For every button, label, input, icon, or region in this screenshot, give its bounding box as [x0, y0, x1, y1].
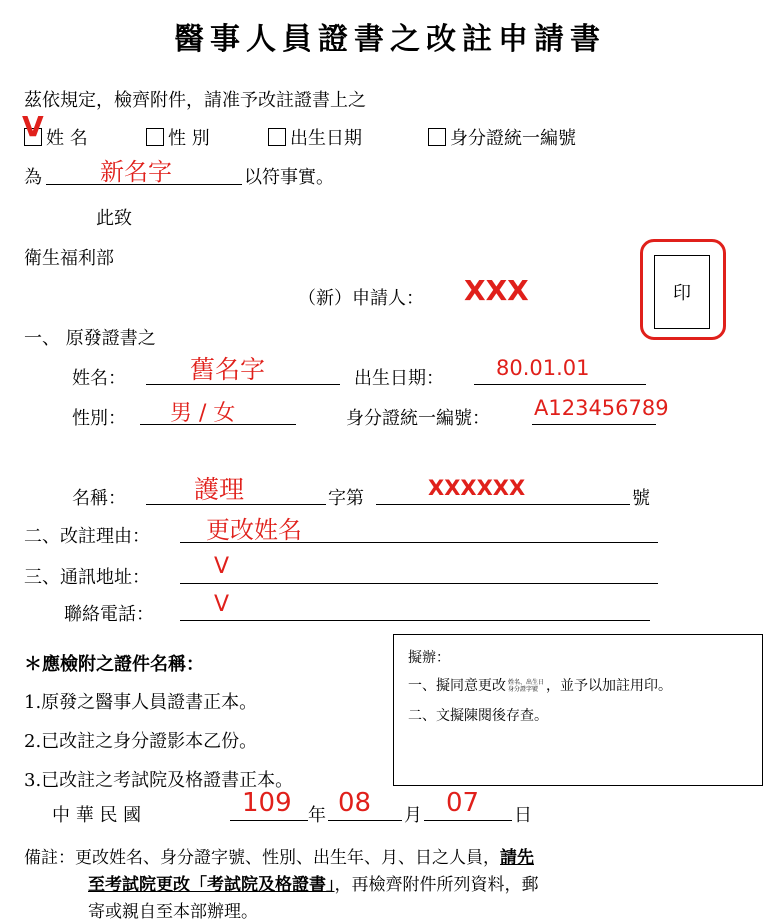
recipient: 衛生福利部: [24, 248, 114, 269]
title-field[interactable]: 護理: [194, 475, 245, 504]
for-prefix: 為: [24, 167, 42, 188]
cert-no-field[interactable]: XXXXXX: [428, 476, 526, 500]
attachment-item: 3.已改註之考試院及格證書正本。: [24, 770, 294, 791]
for-suffix: 以符事實。: [244, 167, 334, 188]
remarks-line-2: 至考試院更改「考試院及格證書」，再檢齊附件所列資料，郵: [88, 875, 539, 895]
page-title: 醫事人員證書之改註申請書: [174, 22, 606, 57]
phone-field[interactable]: V: [214, 592, 230, 617]
new-value-field[interactable]: 新名字: [100, 158, 172, 186]
birth-field[interactable]: 80.01.01: [496, 356, 590, 380]
option-name-label: 姓 名: [46, 128, 88, 149]
date-prefix: 中 華 民 國: [52, 805, 142, 826]
stamp-box[interactable]: [654, 255, 710, 329]
checkbox-birth[interactable]: [268, 128, 286, 146]
option-id[interactable]: [428, 124, 576, 150]
option-sex-label: 性 別: [168, 128, 210, 149]
stamp-label: 印: [673, 283, 691, 304]
remarks-line-1: 備註：更改姓名、身分證字號、性別、出生年、月、日之人員，請先: [24, 848, 534, 868]
checkbox-id[interactable]: [428, 128, 446, 146]
option-sex[interactable]: [146, 124, 210, 150]
year-field[interactable]: 109: [242, 788, 292, 818]
applicant-label: （新）申請人：: [298, 288, 424, 309]
check-mark: V: [22, 110, 44, 143]
intro-text: 茲依規定，檢齊附件，請准予改註證書上之: [24, 90, 366, 111]
review-line-2: 二、文擬陳閱後存查。: [408, 708, 548, 724]
id-field[interactable]: A123456789: [534, 396, 669, 420]
reason-field[interactable]: 更改姓名: [206, 516, 302, 544]
day-field[interactable]: 07: [446, 788, 480, 818]
month-label: 月: [404, 805, 422, 826]
cert-no-suffix: 號: [632, 488, 650, 509]
address-field[interactable]: V: [214, 554, 230, 579]
option-id-label: 身分證統一編號: [450, 128, 576, 149]
applicant-value[interactable]: XXX: [464, 274, 529, 307]
section1-heading: 一、 原發證書之: [24, 328, 156, 349]
id-label: 身分證統一編號：: [346, 408, 490, 429]
address-label: 三、通訊地址：: [24, 567, 150, 588]
remarks-line-3: 寄或親自至本部辦理。: [88, 902, 258, 922]
salute: 此致: [96, 208, 132, 229]
option-birth-label: 出生日期: [290, 128, 362, 149]
phone-label: 聯絡電話：: [64, 604, 154, 625]
birth-label: 出生日期：: [354, 368, 444, 389]
attachment-item: 2.已改註之身分證影本乙份。: [24, 731, 258, 752]
cert-no-label: 字第: [328, 488, 364, 509]
day-label: 日: [514, 805, 532, 826]
attachment-item: 1.原發之醫事人員證書正本。: [24, 692, 258, 713]
year-label: 年: [308, 805, 326, 826]
title-label: 名稱：: [72, 488, 126, 509]
sex-label: 性別：: [72, 408, 126, 429]
old-name-field[interactable]: 舊名字: [190, 355, 266, 384]
month-field[interactable]: 08: [338, 788, 372, 818]
checkbox-sex[interactable]: [146, 128, 164, 146]
review-heading: 擬辦：: [408, 650, 450, 666]
attachments-heading: ＊應檢附之證件名稱：: [24, 654, 204, 675]
section2-label: 二、改註理由：: [24, 526, 150, 547]
name-label: 姓名：: [72, 368, 126, 389]
review-box: [393, 634, 763, 786]
sex-field[interactable]: 男 / 女: [170, 401, 236, 426]
review-line-1: 一、擬同意更改 姓名、出生日 身分證字號 ，並予以加註用印。: [408, 678, 673, 694]
option-birth[interactable]: [268, 124, 362, 150]
